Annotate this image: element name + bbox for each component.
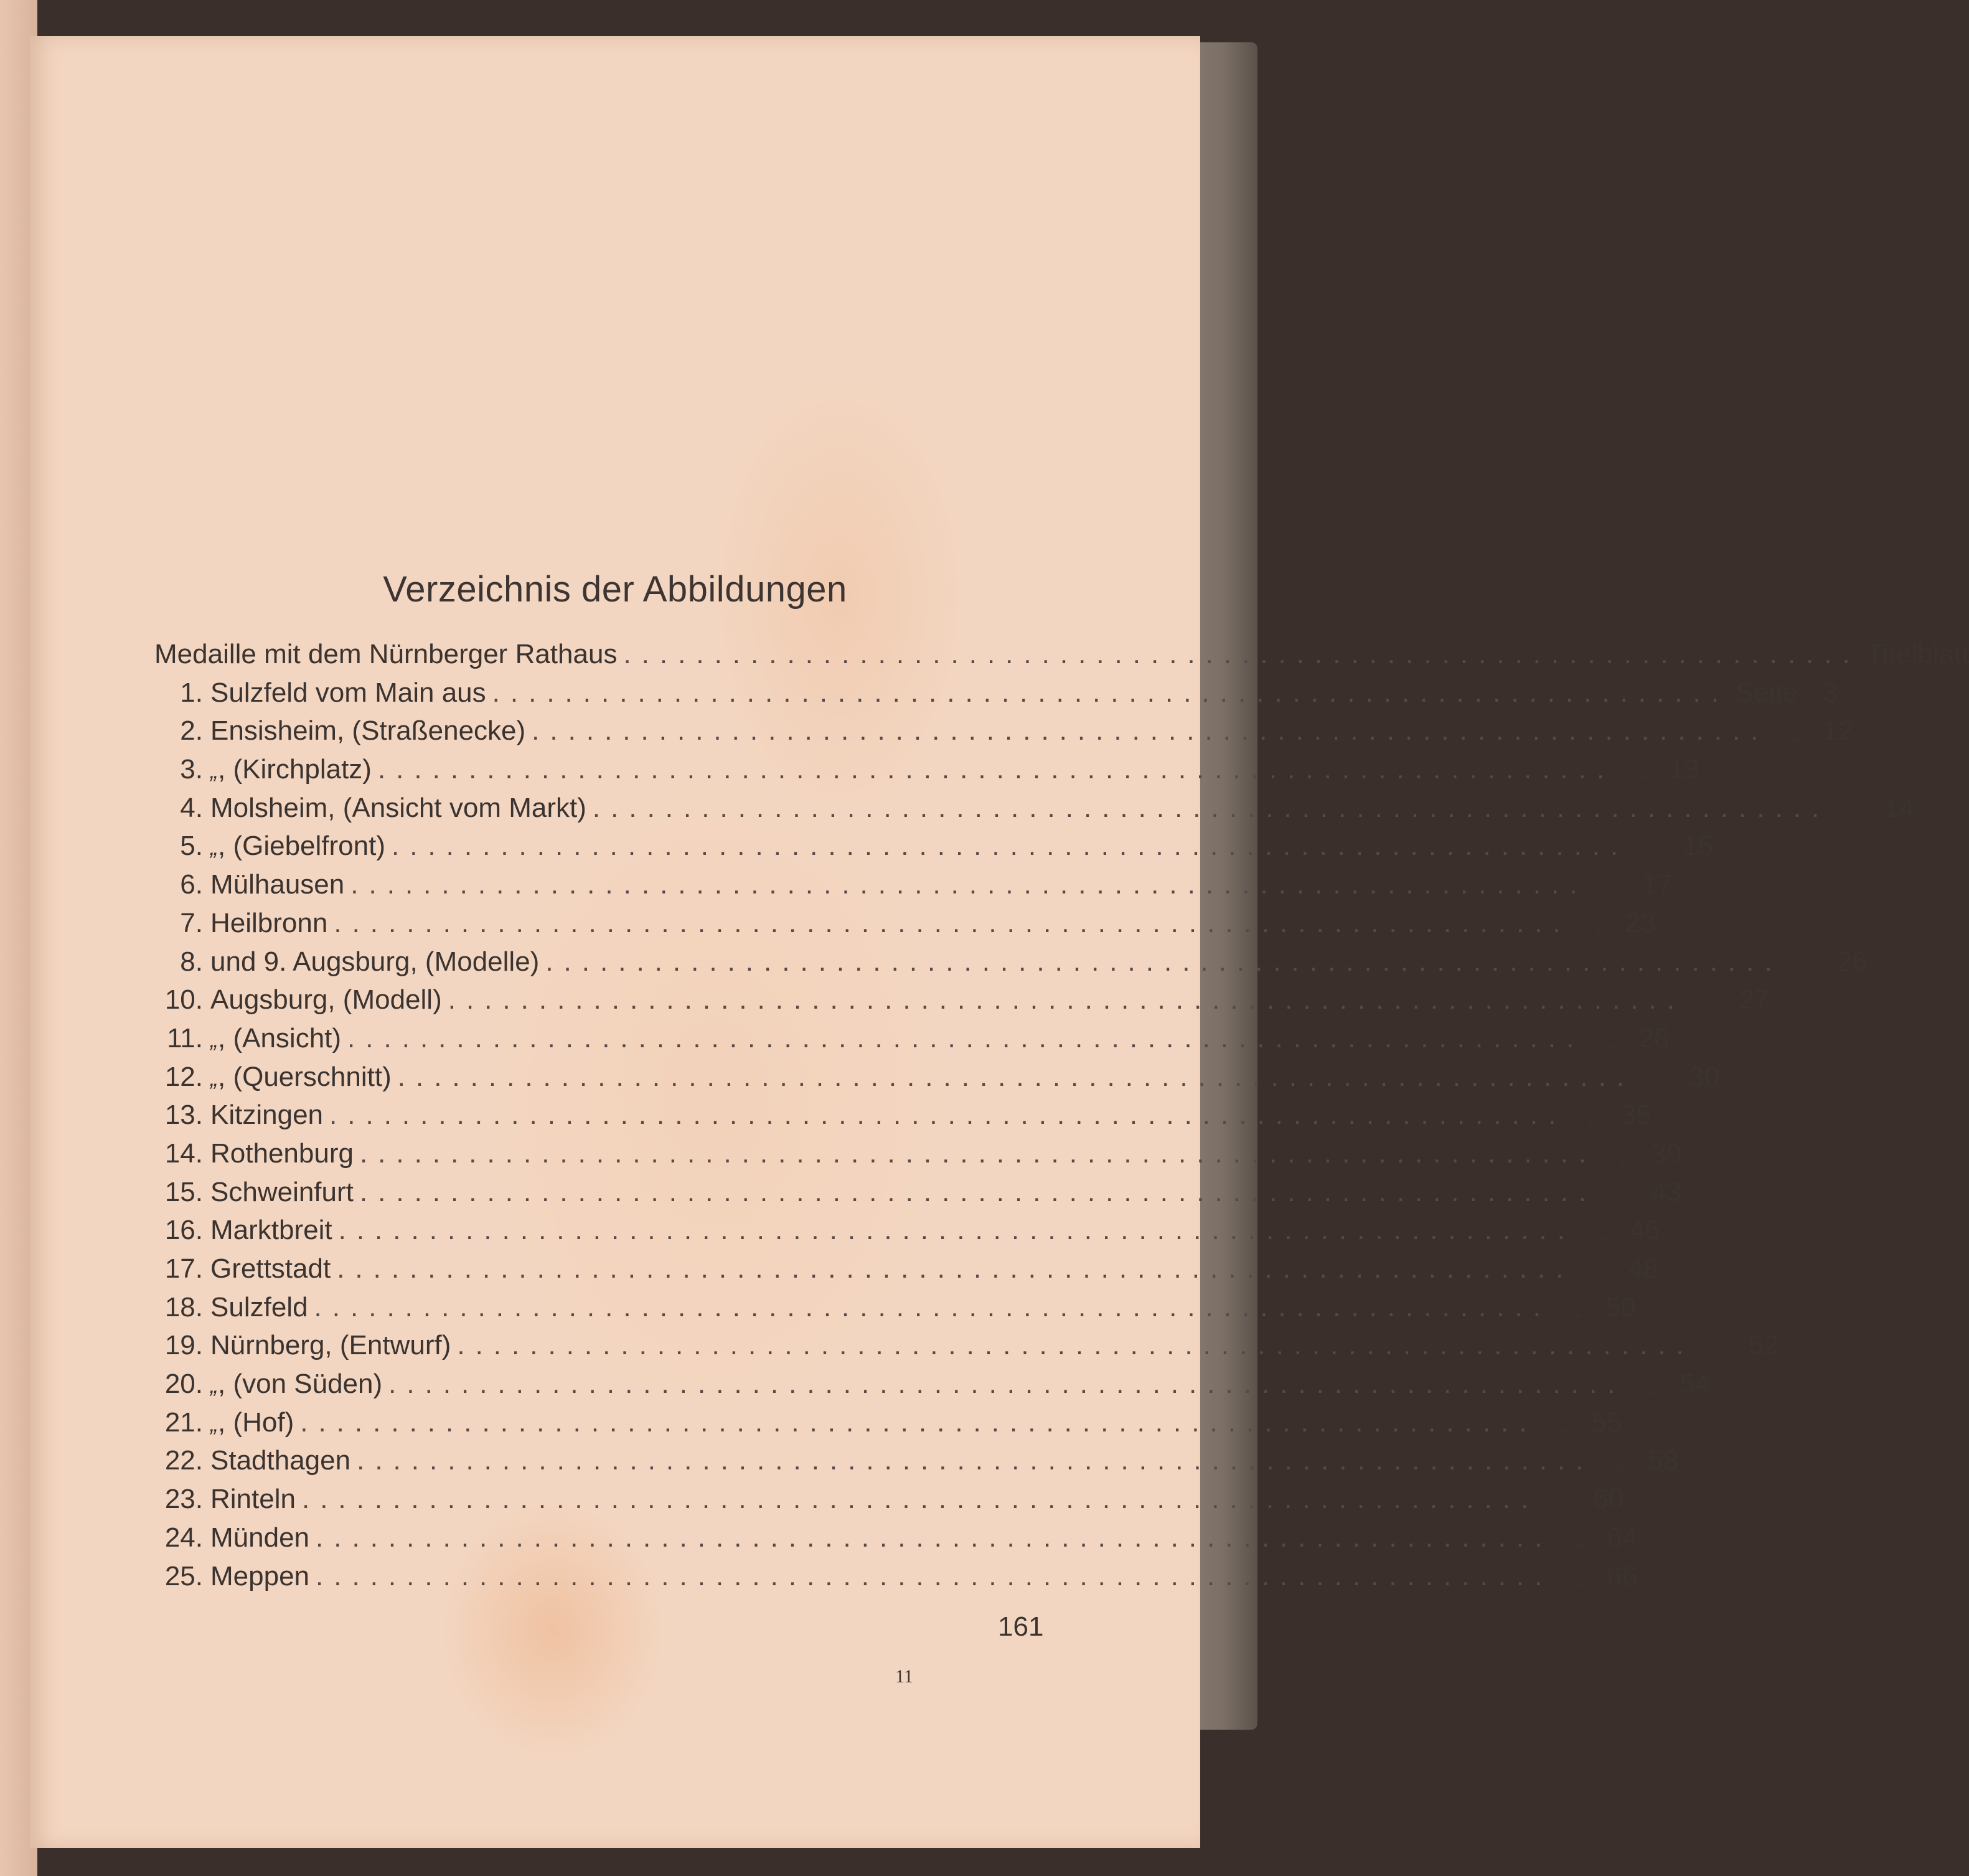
- toc-entry-number: 2.: [180, 715, 203, 747]
- leader-dots: ....................................................................: [314, 1291, 1551, 1322]
- leader-dots: ....................................................................: [391, 831, 1629, 862]
- ditto-mark: „: [1621, 1180, 1629, 1206]
- toc-entry: [154, 1522, 1638, 1561]
- toc-entry-page: 14: [1884, 792, 1915, 823]
- leader-dots: ....................................................................: [316, 1522, 1553, 1553]
- toc-entry: [154, 1138, 1682, 1177]
- toc-entry-page: 50: [1605, 1291, 1636, 1322]
- toc-entry: [154, 754, 1700, 793]
- leader-dots: ....................................................................: [301, 1484, 1539, 1515]
- toc-entry-number: 23.: [164, 1484, 203, 1515]
- toc-entry-page: 26: [1836, 946, 1868, 977]
- toc-entry: [154, 1560, 1638, 1600]
- toc-entry: [154, 907, 1656, 946]
- toc-entry-page: 23: [1625, 907, 1656, 938]
- toc-entry-number: 11.: [167, 1022, 203, 1053]
- ditto-mark: „: [210, 1026, 218, 1052]
- leader-dots: ....................................................................: [592, 792, 1830, 823]
- toc-entry-label: Kitzingen: [210, 1100, 324, 1131]
- toc-entry: [154, 1330, 1779, 1369]
- toc-entry: [154, 1176, 1682, 1215]
- toc-entry-number: 20.: [164, 1369, 203, 1400]
- toc-entry-number: 16.: [164, 1215, 203, 1246]
- toc-entry: [154, 1100, 1652, 1138]
- toc-entry-page: 60: [1593, 1484, 1624, 1515]
- toc-entry-label: Grettstadt: [210, 1253, 331, 1284]
- ditto-mark: „: [1598, 1257, 1606, 1283]
- leader-dots: ....................................................................: [350, 869, 1588, 900]
- toc-entry-label: Münden: [210, 1522, 310, 1553]
- toc-entry-label: Nürnberg, (Entwurf): [210, 1330, 451, 1361]
- toc-entry-label: , (Giebelfront): [218, 831, 385, 862]
- ditto-mark: „: [1807, 950, 1815, 976]
- ditto-mark: „: [210, 1065, 218, 1091]
- toc-entry: [154, 1445, 1679, 1484]
- ditto-mark: „: [1599, 1218, 1607, 1245]
- ditto-mark: „: [1854, 796, 1862, 822]
- ditto-mark: „: [1653, 834, 1661, 860]
- ditto-mark: „: [1563, 1487, 1571, 1514]
- toc-entry-label: Rinteln: [210, 1484, 296, 1515]
- leader-dots: ....................................................................: [338, 1215, 1576, 1246]
- toc-entry: [154, 869, 1673, 908]
- toc-entry-label: Heilbronn: [210, 907, 328, 938]
- ditto-mark: „: [1577, 1564, 1585, 1590]
- toc-entry-number: 4.: [180, 792, 203, 823]
- leader-dots: ....................................................................: [388, 1369, 1626, 1400]
- seite-label: Seite: [1735, 677, 1798, 708]
- toc-entry-label: , (Kirchplatz): [218, 754, 372, 785]
- toc-entry: [154, 792, 1915, 831]
- toc-entry: [154, 1253, 1659, 1292]
- toc-entry-page: 46: [1629, 1215, 1660, 1246]
- toc-entry-label: Ensisheim, (Straßenecke): [210, 715, 526, 747]
- ditto-mark: „: [1595, 911, 1603, 937]
- ditto-mark: „: [210, 834, 218, 860]
- leader-dots: ....................................................................: [337, 1253, 1574, 1284]
- toc-entry-page: 3: [1822, 677, 1838, 708]
- ditto-mark: „: [1609, 1026, 1617, 1052]
- toc-entry-page: 35: [1620, 1100, 1652, 1131]
- toc-entry-label: , (Ansicht): [218, 1022, 342, 1053]
- toc-entry-number: 3.: [180, 754, 203, 785]
- toc-entry: [154, 946, 1868, 985]
- toc-entry-label: Mülhausen: [210, 869, 345, 900]
- toc-entry-label: , (von Süden): [218, 1369, 383, 1400]
- toc-entry: [154, 1215, 1660, 1253]
- toc-entry-number: 17.: [164, 1253, 203, 1284]
- leader-dots: ....................................................................: [448, 984, 1686, 1016]
- toc-entry-number: 8.: [180, 946, 203, 977]
- leader-dots: ....................................................................: [300, 1407, 1538, 1438]
- toc-entry-label: Marktbreit: [210, 1215, 332, 1246]
- toc-entry-page: 30: [1689, 1061, 1720, 1092]
- ditto-mark: „: [210, 1410, 218, 1436]
- leader-dots: ....................................................................: [334, 907, 1571, 938]
- toc-entry-page: 27: [1739, 984, 1770, 1016]
- toc-entry-page: 13: [1669, 754, 1700, 785]
- toc-entry-page: 39: [1651, 1138, 1682, 1169]
- leader-dots: ....................................................................: [397, 1061, 1635, 1092]
- leader-dots: ....................................................................: [492, 677, 1729, 708]
- toc-entry-page: 58: [1648, 1445, 1679, 1476]
- toc-entry-label: Meppen: [210, 1560, 310, 1591]
- toc-entry-medaille: [154, 639, 1969, 677]
- leader-dots: ....................................................................: [623, 639, 1861, 669]
- ditto-mark: „: [1612, 873, 1620, 899]
- ditto-mark: „: [1650, 1372, 1658, 1398]
- toc-entry: [154, 1484, 1624, 1522]
- leader-dots: ....................................................................: [347, 1022, 1585, 1053]
- toc-entry: [154, 677, 1838, 716]
- toc-entry: [154, 1369, 1711, 1407]
- toc-entry-number: 15.: [164, 1176, 203, 1207]
- toc-entry-number: 6.: [180, 869, 203, 900]
- toc-entry-label: Schweinfurt: [210, 1176, 354, 1207]
- ditto-mark: „: [1577, 1525, 1585, 1552]
- toc-entry-number: 18.: [164, 1291, 203, 1322]
- toc-entry: [154, 715, 1854, 754]
- ditto-mark: „: [1718, 1334, 1726, 1360]
- toc-entry-page: 54: [1680, 1369, 1711, 1400]
- toc-entry-number: 22.: [164, 1445, 203, 1476]
- toc-entry-page: 17: [1642, 869, 1673, 900]
- toc-entry: [154, 831, 1714, 869]
- toc-entry: [154, 1291, 1636, 1331]
- toc-entry-page: 64: [1607, 1522, 1638, 1553]
- toc-entry-number: 1.: [180, 677, 203, 708]
- ditto-mark: „: [1591, 1103, 1599, 1129]
- ditto-mark: „: [1639, 758, 1647, 784]
- toc-entry-label: Stadthagen: [210, 1445, 351, 1476]
- toc-entry-number: 12.: [164, 1061, 203, 1092]
- ditto-mark: „: [1561, 1410, 1569, 1436]
- page-number: 161: [998, 1611, 1044, 1642]
- leader-dots: ....................................................................: [357, 1445, 1594, 1476]
- leader-dots: ....................................................................: [329, 1100, 1567, 1131]
- toc-entry-number: 21.: [164, 1407, 203, 1438]
- ditto-mark: „: [1621, 1141, 1629, 1167]
- printer-signature: 11: [895, 1666, 913, 1687]
- toc-entry-number: 5.: [180, 831, 203, 862]
- ditto-mark: „: [1793, 719, 1801, 745]
- toc-entry-page: Titelblatt: [1866, 639, 1969, 669]
- toc-entry-page: 52: [1748, 1330, 1779, 1361]
- leader-dots: ....................................................................: [316, 1560, 1553, 1591]
- toc-entry-number: 13.: [164, 1100, 203, 1131]
- toc-entry-label: Augsburg, (Modell): [210, 984, 442, 1016]
- toc-entry-number: 24.: [164, 1522, 203, 1553]
- toc-entry: [154, 1407, 1622, 1446]
- toc-entry: [154, 1061, 1720, 1100]
- toc-entry-page: 55: [1591, 1407, 1622, 1438]
- page-title: Verzeichnis der Abbildungen: [383, 569, 847, 610]
- ditto-mark: „: [1575, 1295, 1583, 1321]
- toc-entry: [154, 984, 1770, 1023]
- toc-entry-page: 66: [1607, 1560, 1638, 1591]
- book-page: [30, 36, 1969, 1848]
- toc-entry-number: 19.: [164, 1330, 203, 1361]
- ditto-mark: „: [1659, 1065, 1667, 1091]
- ditto-mark: „: [1709, 988, 1718, 1014]
- toc-entry-page: 28: [1638, 1022, 1670, 1053]
- toc-entry-label: Rothenburg: [210, 1138, 354, 1169]
- leader-dots: ....................................................................: [457, 1330, 1694, 1361]
- toc-entry-label: Sulzfeld: [210, 1291, 308, 1322]
- toc-entry-label: Medaille mit dem Nürnberger Rathaus: [154, 639, 618, 669]
- leader-dots: ....................................................................: [359, 1176, 1597, 1207]
- ditto-mark: „: [210, 758, 218, 784]
- toc-entry-label: Molsheim, (Ansicht vom Markt): [210, 792, 586, 823]
- toc-entry-number: 14.: [164, 1138, 203, 1169]
- toc-entry-page: 43: [1651, 1176, 1682, 1207]
- toc-entry-number: 10.: [164, 984, 203, 1016]
- toc-entry: [154, 1022, 1670, 1062]
- leader-dots: ....................................................................: [545, 946, 1783, 977]
- ditto-mark: „: [210, 1372, 218, 1398]
- leader-dots: ....................................................................: [377, 754, 1615, 785]
- toc-entry-number: 7.: [180, 907, 203, 938]
- toc-entry-page: 12: [1823, 715, 1854, 747]
- leader-dots: ....................................................................: [532, 715, 1769, 747]
- toc-entry-label: und 9. Augsburg, (Modelle): [210, 946, 540, 977]
- toc-entry-label: , (Querschnitt): [218, 1061, 392, 1092]
- toc-entry-label: Sulzfeld vom Main aus: [210, 677, 486, 708]
- toc-entry-page: 48: [1628, 1253, 1659, 1284]
- toc-entry-page: 15: [1683, 831, 1714, 862]
- toc-entry-number: 25.: [164, 1560, 203, 1591]
- ditto-mark: „: [1618, 1449, 1626, 1475]
- table-of-illustrations: [154, 639, 1969, 1599]
- leader-dots: ....................................................................: [359, 1138, 1597, 1169]
- toc-entry-label: , (Hof): [218, 1407, 294, 1438]
